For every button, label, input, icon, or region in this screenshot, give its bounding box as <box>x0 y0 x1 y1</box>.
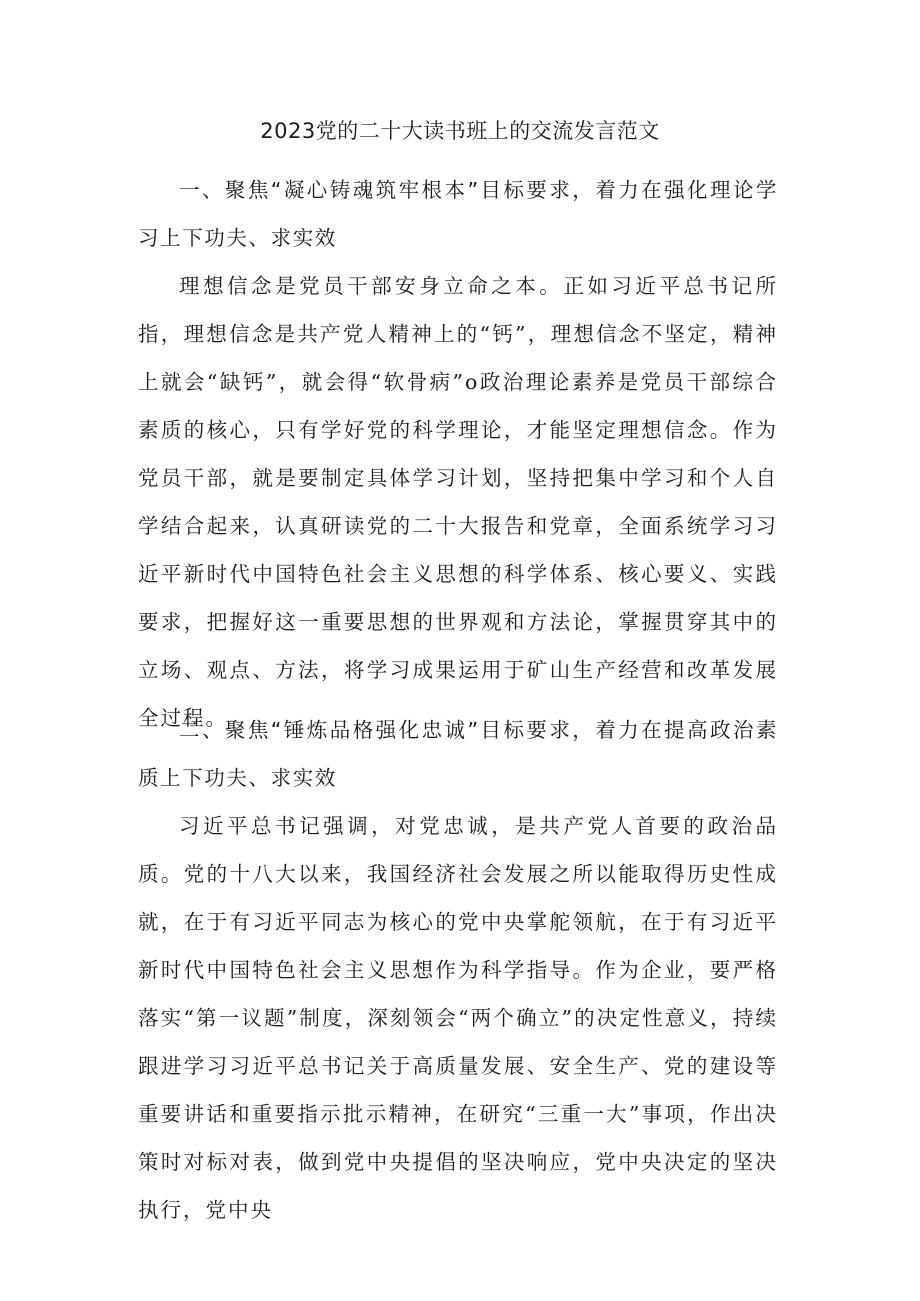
section-1-paragraph: 理想信念是党员干部安身立命之本。正如习近平总书记所指，理想信念是共产党人精神上的“钙”，理想信念不坚定，精神上就会“缺钙”，就会得“软骨病”o政治理论素养是党员干部综合素质的核心，只有学好党的科学理论，才能坚定理想信念。作为党员干部，就是要制定具体学习计划，坚持把集中学习和个人自学结合起来，认真研读党的二十大报告和党章，全面系统学习习近平新时代中国特色社会主义思想的科学体系、核心要义、实践要求，把握好这一重要思想的世界观和方法论，掌握贯穿其中的立场、观点、方法，将学习成果运用于矿山生产经营和改革发展全过程。 <box>138 274 778 730</box>
section-2-paragraph: 习近平总书记强调，对党忠诚，是共产党人首要的政治品质。党的十八大以来，我国经济社会发展之所以能取得历史性成就，在于有习近平同志为核心的党中央掌舵领航，在于有习近平新时代中国特色社会主义思想作为科学指导。作为企业，要严格落实“第一议题”制度，深刻领会“两个确立”的决定性意义，持续跟进学习习近平总书记关于高质量发展、安全生产、党的建设等重要讲话和重要指示批示精神，在研究“三重一大”事项，作出决策时对标对表，做到党中央提倡的坚决响应，党中央决定的坚决执行，党中央 <box>138 814 778 1222</box>
section-2-heading: 二、聚焦“锤炼品格强化忠诚”目标要求，着力在提高政治素质上下功夫、求实效 <box>138 718 778 790</box>
section-1-heading: 一、聚焦“凝心铸魂筑牢根本”目标要求，着力在强化理论学习上下功夫、求实效 <box>138 178 778 250</box>
document-title: 2023党的二十大读书班上的交流发言范文 <box>260 119 660 143</box>
